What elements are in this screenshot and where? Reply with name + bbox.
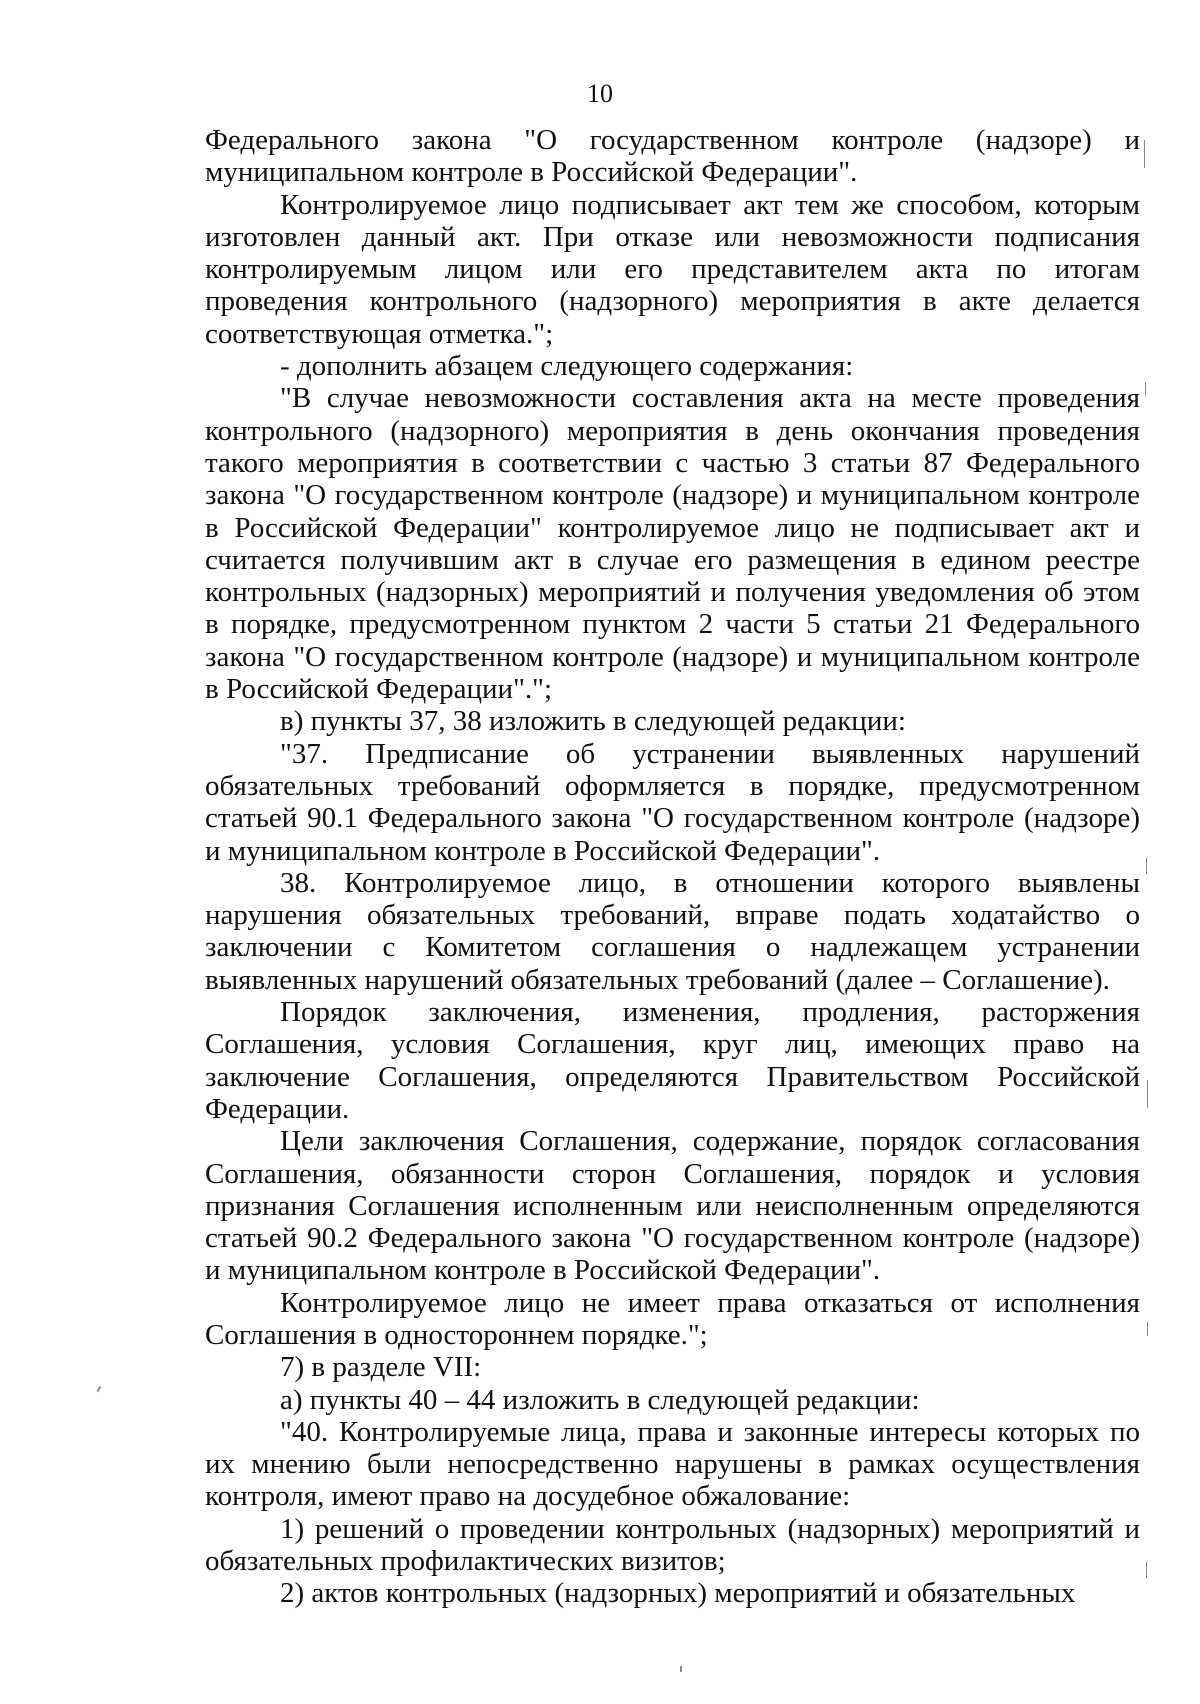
paragraph: Контролируемое лицо подписывает акт тем же способом, которым изготовлен данный акт. При отказе или невозможности подписания контролируемым лицом или его представителем акта по итогам проведения контрольного (надзорного) мероприятия в акте делается соответствующая отметка."; [205, 188, 1140, 350]
scan-artifact [1146, 858, 1147, 874]
paragraph: Контролируемое лицо не имеет права отказаться от исполнения Соглашения в одностороннем порядке."; [205, 1286, 1140, 1351]
scan-artifact [97, 1386, 102, 1392]
scan-artifact [1144, 140, 1145, 168]
paragraph: "37. Предписание об устранении выявленных нарушений обязательных требований оформляется в порядке, предусмотренном статьей 90.1 Федерального закона "О государственном контроле (надзоре) и муниципальном контроле в Российской Федерации". [205, 737, 1140, 867]
paragraph: 38. Контролируемое лицо, в отношении которого выявлены нарушения обязательных требований, вправе подать ходатайство о заключении с Комитетом соглашения о надлежащем устранении выявленных нарушений обязательных требований (далее – Соглашение). [205, 866, 1140, 996]
paragraph: 1) решений о проведении контрольных (надзорных) мероприятий и обязательных профилактических визитов; [205, 1512, 1140, 1578]
paragraph-continuation: Федерального закона "О государственном контроле (надзоре) и муниципальном контроле в Российской Федерации". [205, 124, 1140, 189]
scan-artifact [1145, 382, 1146, 396]
scan-artifact [1147, 1080, 1148, 1108]
paragraph: Порядок заключения, изменения, продления, расторжения Соглашения, условия Соглашения, круг лиц, имеющих право на заключение Соглашения, определяются Правительством Российской Федерации. [205, 996, 1140, 1125]
paragraph: а) пункты 40 – 44 изложить в следующей редакции: [280, 1383, 920, 1416]
paragraph: "40. Контролируемые лица, права и законные интересы которых по их мнению были непосредственно нарушены в рамках осуществления контроля, имеют право на досудебное обжалование: [205, 1415, 1140, 1513]
document-body [205, 124, 1140, 1610]
paragraph: 7) в разделе VII: [280, 1351, 482, 1384]
scan-artifact [1146, 1562, 1147, 1578]
paragraph: 2) актов контрольных (надзорных) мероприятий и обязательных [280, 1577, 1076, 1610]
paragraph: Цели заключения Соглашения, содержание, порядок согласования Соглашения, обязанности сторон Соглашения, порядок и условия признания Соглашения исполненным или неисполненным определяются статьей 90.2 Федерального закона "О государственном контроле (надзоре) и муниципальном контроле в Российской Федерации". [205, 1125, 1140, 1287]
paragraph: - дополнить абзацем следующего содержания: [280, 350, 854, 383]
scan-artifact [1147, 1322, 1148, 1336]
paragraph: в) пункты 37, 38 изложить в следующей редакции: [280, 705, 906, 738]
scan-artifact [680, 1666, 682, 1672]
paragraph: "В случае невозможности составления акта на месте проведения контрольного (надзорного) мероприятия в день окончания проведения такого мероприятия в соответствии с частью 3 статьи 87 Федерального закона "О государственном контроле (надзоре) и муниципальном контроле в Российской Федерации" контролируемое лицо не подписывает акт и считается получившим акт в случае его размещения в едином реестре контрольных (надзорных) мероприятий и получения уведомления об этом в порядке, предусмотренном пунктом 2 части 5 статьи 21 Федерального закона "О государственном контроле (надзоре) и муниципальном контроле в Российской Федерации"."; [205, 382, 1140, 706]
page-number: 10 [587, 79, 613, 108]
